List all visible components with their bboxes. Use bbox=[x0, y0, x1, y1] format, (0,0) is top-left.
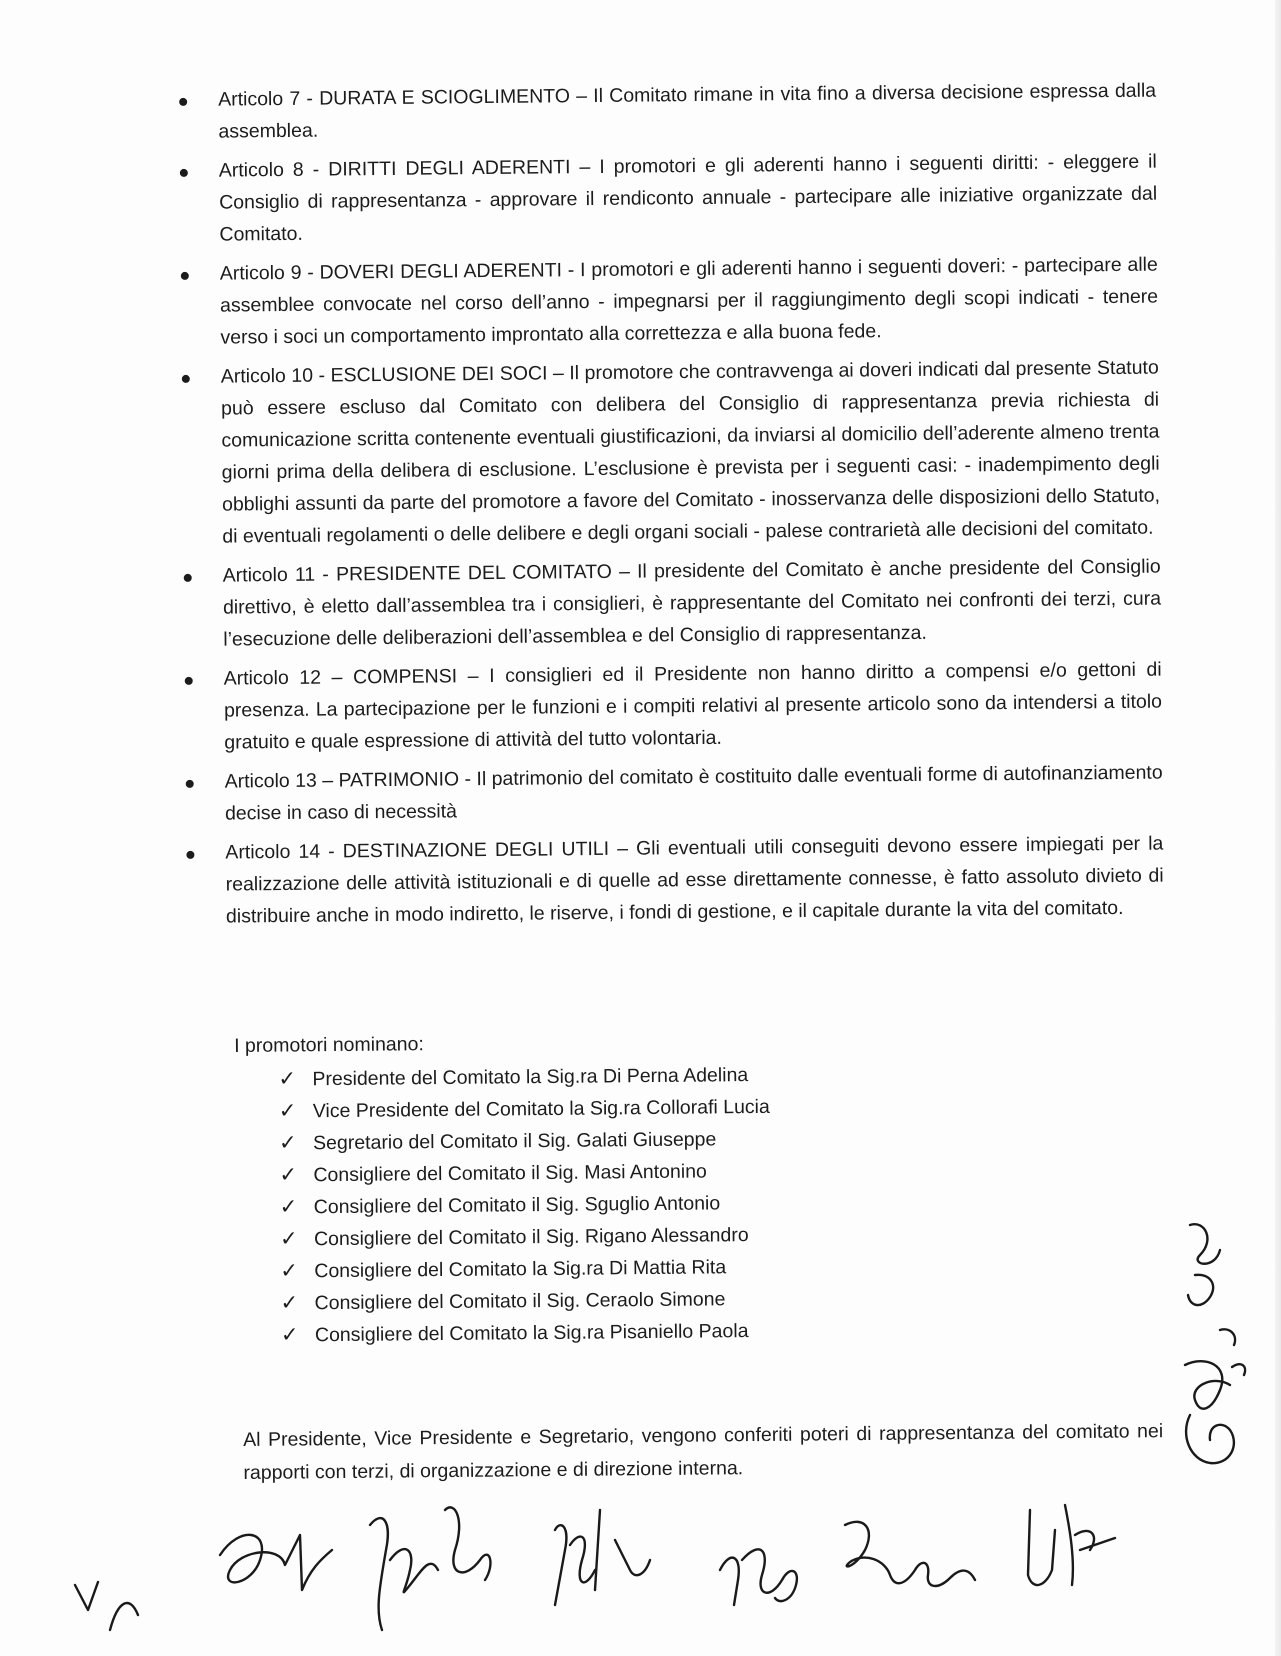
scan-edge-shadow bbox=[1275, 0, 1281, 1656]
check-icon: ✓ bbox=[278, 1131, 297, 1155]
nomination-text: Vice Presidente del Comitato la Sig.ra Collorafi Lucia bbox=[312, 1095, 770, 1123]
check-icon: ✓ bbox=[279, 1163, 298, 1187]
closing-paragraph: Al Presidente, Vice Presidente e Segretario, vengono conferiti poteri di rappresentanza del comitato nei rapporti con terzi, di organizzazione e di direzione interna. bbox=[243, 1419, 1164, 1484]
check-icon: ✓ bbox=[280, 1291, 299, 1315]
nomination-text: Segretario del Comitato il Sig. Galati Giuseppe bbox=[312, 1128, 717, 1155]
nomination-text: Consigliere del Comitato il Sig. Masi Antonino bbox=[313, 1160, 707, 1187]
article-14: Articolo 14 - DESTINAZIONE DEGLI UTILI – Gli eventuali utili conseguiti devono essere impiegati per la realizzazione delle attività istituzionali e di quelle ad esse direttamente connesse, è fatto assoluto divieto di distribuire anche in modo indiretto, le riserve, i fondi di gestione, e il capitale durante la vita del comitato. bbox=[183, 828, 1164, 933]
nomination-item bbox=[281, 1313, 937, 1351]
check-icon: ✓ bbox=[279, 1195, 298, 1219]
articles-list bbox=[176, 75, 1164, 940]
article-8: Articolo 8 - DIRITTI DEGLI ADERENTI – I promotori e gli aderenti hanno i seguenti diritti: - eleggere il Consiglio di rappresentanza - approvare il rendiconto annuale - partecipare alle iniziative organizzate dal Comitato. bbox=[177, 146, 1158, 251]
bottom-signatures-icon bbox=[70, 1490, 1190, 1656]
nominations-list bbox=[234, 1057, 937, 1352]
article-10: Articolo 10 - ESCLUSIONE DEI SOCI – Il promotore che contravvenga ai doveri indicati dal presente Statuto può essere escluso dal Comitato con delibera del Consiglio di rappresentanza previa richiesta di comunicazione scritta contenente eventuali giustificazioni, da inviarsi al domicilio dell’aderente almeno trenta giorni prima della delibera di esclusione. L’esclusione è prevista per i seguenti casi: - inadempimento degli obblighi assunti da parte del promotore a favore del Comitato - inosservanza delle disposizioni dello Statuto, di eventuali regolamenti o delle delibere e degli organi sociali - palese contrarietà alle decisioni del comitato. bbox=[179, 352, 1161, 553]
check-icon: ✓ bbox=[278, 1099, 297, 1123]
nomination-text: Consigliere del Comitato il Sig. Rigano Alessandro bbox=[313, 1224, 749, 1251]
nominations-intro: I promotori nominano: bbox=[234, 1033, 424, 1057]
article-9: Articolo 9 - DOVERI DEGLI ADERENTI - I promotori e gli aderenti hanno i seguenti doveri: - partecipare alle assemblee convocate nel corso dell’anno - impegnarsi per il raggiungimento degli scopi indicati - tenere verso i soci un comportamento improntato alla correttezza e alla buona fede. bbox=[178, 249, 1159, 354]
check-icon: ✓ bbox=[278, 1067, 297, 1091]
article-13: Articolo 13 – PATRIMONIO - Il patrimonio del comitato è costituito dalle eventuali forme di autofinanziamento decise in caso di necessità bbox=[183, 757, 1164, 830]
article-11: Articolo 11 - PRESIDENTE DEL COMITATO – Il presidente del Comitato è anche presidente del Consiglio direttivo, è eletto dall’assemblea tra i consiglieri, è rappresentante del Comitato nei confronti dei terzi, cura l’esecuzione delle deliberazioni dell’assemblea e del Consiglio di rappresentanza. bbox=[181, 551, 1162, 656]
check-icon: ✓ bbox=[280, 1323, 299, 1347]
check-icon: ✓ bbox=[279, 1227, 298, 1251]
nomination-text: Consigliere del Comitato la Sig.ra Di Mattia Rita bbox=[314, 1256, 727, 1283]
nominations-section bbox=[234, 1023, 937, 1352]
margin-signature-icon bbox=[1160, 1215, 1260, 1485]
nomination-text: Consigliere del Comitato il Sig. Sguglio Antonio bbox=[313, 1192, 721, 1219]
nomination-text: Presidente del Comitato la Sig.ra Di Perna Adelina bbox=[312, 1064, 749, 1091]
check-icon: ✓ bbox=[280, 1259, 299, 1283]
article-12: Articolo 12 – COMPENSI – I consiglieri ed il Presidente non hanno diritto a compensi e/o gettoni di presenza. La partecipazione per le funzioni e i compiti relativi al presente articolo sono da intendersi a titolo gratuito e quale espressione di attività del tutto volontaria. bbox=[182, 654, 1163, 759]
article-7: Articolo 7 - DURATA E SCIOGLIMENTO – Il Comitato rimane in vita fino a diversa decisione espressa dalla assemblea. bbox=[176, 75, 1157, 148]
nomination-text: Consigliere del Comitato la Sig.ra Pisaniello Paola bbox=[314, 1320, 749, 1347]
nomination-text: Consigliere del Comitato il Sig. Ceraolo Simone bbox=[314, 1288, 726, 1315]
